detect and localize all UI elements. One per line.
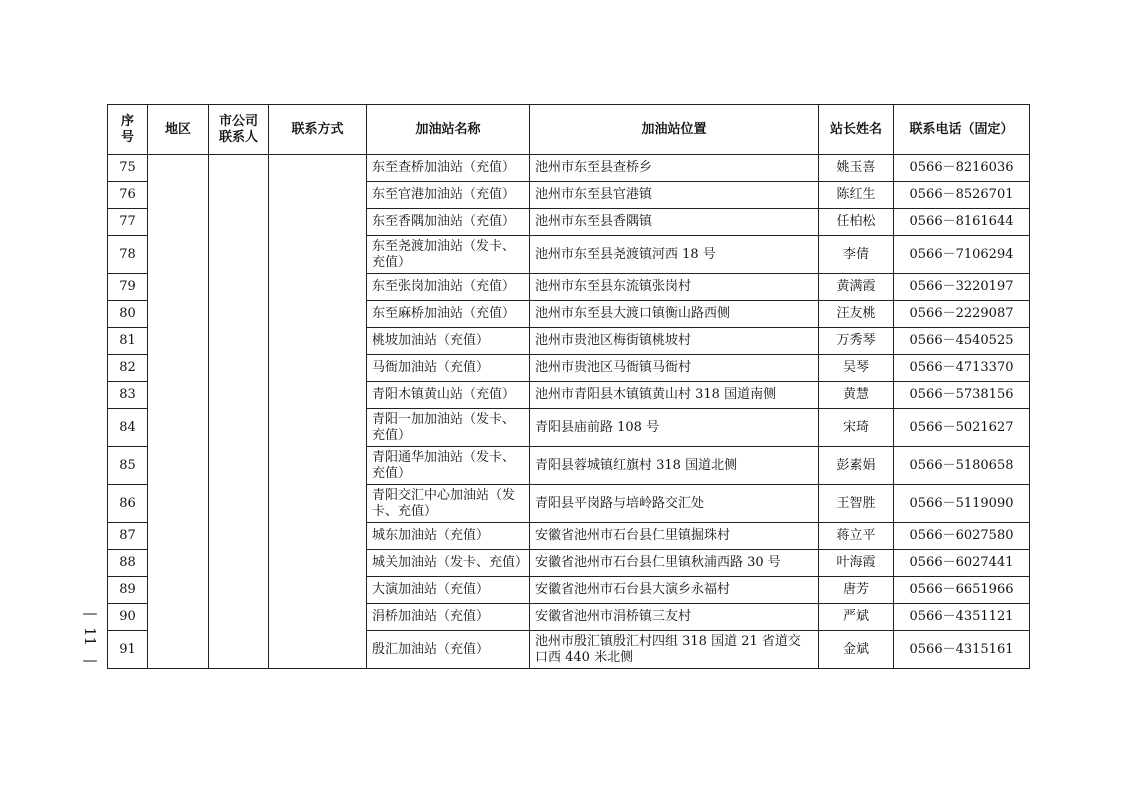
cell-phone: 0566－5119090 (894, 485, 1030, 523)
cell-station-name: 殷汇加油站（充值） (367, 631, 530, 669)
cell-manager-name: 宋琦 (819, 409, 894, 447)
cell-station-location: 青阳县平岗路与培岭路交汇处 (530, 485, 819, 523)
cell-station-name: 大演加油站（充值） (367, 577, 530, 604)
cell-phone: 0566－6027580 (894, 523, 1030, 550)
cell-station-location: 池州市东至县官港镇 (530, 182, 819, 209)
cell-station-name: 青阳通华加油站（发卡、充值） (367, 447, 530, 485)
cell-station-name: 青阳一加加油站（发卡、充值） (367, 409, 530, 447)
page-number-value: 11 (81, 627, 99, 647)
cell-manager-name: 陈红生 (819, 182, 894, 209)
gas-station-table (107, 104, 1030, 669)
cell-index: 81 (108, 328, 148, 355)
page-number (82, 605, 98, 668)
cell-phone: 0566－4713370 (894, 355, 1030, 382)
cell-manager-name: 蒋立平 (819, 523, 894, 550)
cell-manager-name: 王智胜 (819, 485, 894, 523)
cell-manager-name: 吴琴 (819, 355, 894, 382)
page-dash-bottom: — (82, 651, 98, 670)
cell-phone: 0566－5738156 (894, 382, 1030, 409)
cell-contact-method (269, 155, 367, 669)
cell-manager-name: 唐芳 (819, 577, 894, 604)
cell-station-name: 东至张岗加油站（充值） (367, 274, 530, 301)
header-city-contact: 市公司 联系人 (209, 105, 269, 155)
cell-station-location: 池州市东至县大渡口镇衡山路西侧 (530, 301, 819, 328)
cell-station-location: 池州市贵池区梅街镇桃坡村 (530, 328, 819, 355)
cell-station-location: 安徽省池州市石台县仁里镇秋浦西路 30 号 (530, 550, 819, 577)
cell-station-name: 青阳木镇黄山站（充值） (367, 382, 530, 409)
table-header-row (108, 105, 1030, 155)
cell-manager-name: 彭素娟 (819, 447, 894, 485)
cell-index: 78 (108, 236, 148, 274)
cell-station-name: 城关加油站（发卡、充值） (367, 550, 530, 577)
cell-index: 88 (108, 550, 148, 577)
cell-station-location: 青阳县蓉城镇红旗村 318 国道北侧 (530, 447, 819, 485)
cell-phone: 0566－4540525 (894, 328, 1030, 355)
cell-station-location: 安徽省池州市涓桥镇三友村 (530, 604, 819, 631)
cell-phone: 0566－6651966 (894, 577, 1030, 604)
cell-index: 76 (108, 182, 148, 209)
cell-manager-name: 姚玉喜 (819, 155, 894, 182)
cell-station-name: 青阳交汇中心加油站（发卡、充值） (367, 485, 530, 523)
header-region: 地区 (148, 105, 209, 155)
cell-station-location: 池州市东至县香隅镇 (530, 209, 819, 236)
cell-index: 86 (108, 485, 148, 523)
cell-station-location: 池州市东至县查桥乡 (530, 155, 819, 182)
cell-index: 80 (108, 301, 148, 328)
cell-station-location: 安徽省池州市石台县大演乡永福村 (530, 577, 819, 604)
cell-phone: 0566－3220197 (894, 274, 1030, 301)
cell-index: 89 (108, 577, 148, 604)
cell-station-location: 青阳县庙前路 108 号 (530, 409, 819, 447)
cell-station-location: 池州市殷汇镇殷汇村四组 318 国道 21 省道交口西 440 米北侧 (530, 631, 819, 669)
cell-index: 90 (108, 604, 148, 631)
cell-station-name: 马衙加油站（充值） (367, 355, 530, 382)
cell-phone: 0566－5180658 (894, 447, 1030, 485)
cell-index: 87 (108, 523, 148, 550)
cell-station-location: 池州市青阳县木镇镇黄山村 318 国道南侧 (530, 382, 819, 409)
cell-manager-name: 黄慧 (819, 382, 894, 409)
cell-index: 83 (108, 382, 148, 409)
cell-phone: 0566－6027441 (894, 550, 1030, 577)
cell-index: 77 (108, 209, 148, 236)
cell-phone: 0566－5021627 (894, 409, 1030, 447)
cell-manager-name: 李倩 (819, 236, 894, 274)
cell-manager-name: 万秀琴 (819, 328, 894, 355)
table-row (108, 155, 1030, 182)
header-station-name: 加油站名称 (367, 105, 530, 155)
cell-station-name: 东至香隅加油站（充值） (367, 209, 530, 236)
cell-index: 79 (108, 274, 148, 301)
cell-phone: 0566－8526701 (894, 182, 1030, 209)
cell-station-location: 池州市东至县东流镇张岗村 (530, 274, 819, 301)
cell-manager-name: 严斌 (819, 604, 894, 631)
cell-station-name: 城东加油站（充值） (367, 523, 530, 550)
cell-phone: 0566－4351121 (894, 604, 1030, 631)
header-contact-method: 联系方式 (269, 105, 367, 155)
cell-manager-name: 叶海霞 (819, 550, 894, 577)
cell-index: 84 (108, 409, 148, 447)
cell-manager-name: 任柏松 (819, 209, 894, 236)
cell-index: 75 (108, 155, 148, 182)
page-dash-top: — (82, 604, 98, 622)
cell-station-name: 东至尧渡加油站（发卡、充值） (367, 236, 530, 274)
header-station-location: 加油站位置 (530, 105, 819, 155)
cell-region (148, 155, 209, 669)
cell-station-location: 安徽省池州市石台县仁里镇掘珠村 (530, 523, 819, 550)
cell-city-contact (209, 155, 269, 669)
cell-index: 91 (108, 631, 148, 669)
cell-phone: 0566－8216036 (894, 155, 1030, 182)
header-phone: 联系电话（固定） (894, 105, 1030, 155)
cell-station-name: 东至官港加油站（充值） (367, 182, 530, 209)
cell-station-name: 涓桥加油站（充值） (367, 604, 530, 631)
cell-station-location: 池州市东至县尧渡镇河西 18 号 (530, 236, 819, 274)
cell-manager-name: 金斌 (819, 631, 894, 669)
cell-phone: 0566－7106294 (894, 236, 1030, 274)
cell-station-name: 桃坡加油站（充值） (367, 328, 530, 355)
cell-station-name: 东至麻桥加油站（充值） (367, 301, 530, 328)
cell-station-name: 东至查桥加油站（充值） (367, 155, 530, 182)
cell-phone: 0566－8161644 (894, 209, 1030, 236)
header-index: 序 号 (108, 105, 148, 155)
cell-manager-name: 汪友桃 (819, 301, 894, 328)
header-manager-name: 站长姓名 (819, 105, 894, 155)
cell-station-location: 池州市贵池区马衙镇马衙村 (530, 355, 819, 382)
cell-phone: 0566－4315161 (894, 631, 1030, 669)
cell-index: 82 (108, 355, 148, 382)
cell-index: 85 (108, 447, 148, 485)
cell-manager-name: 黄满霞 (819, 274, 894, 301)
cell-phone: 0566－2229087 (894, 301, 1030, 328)
